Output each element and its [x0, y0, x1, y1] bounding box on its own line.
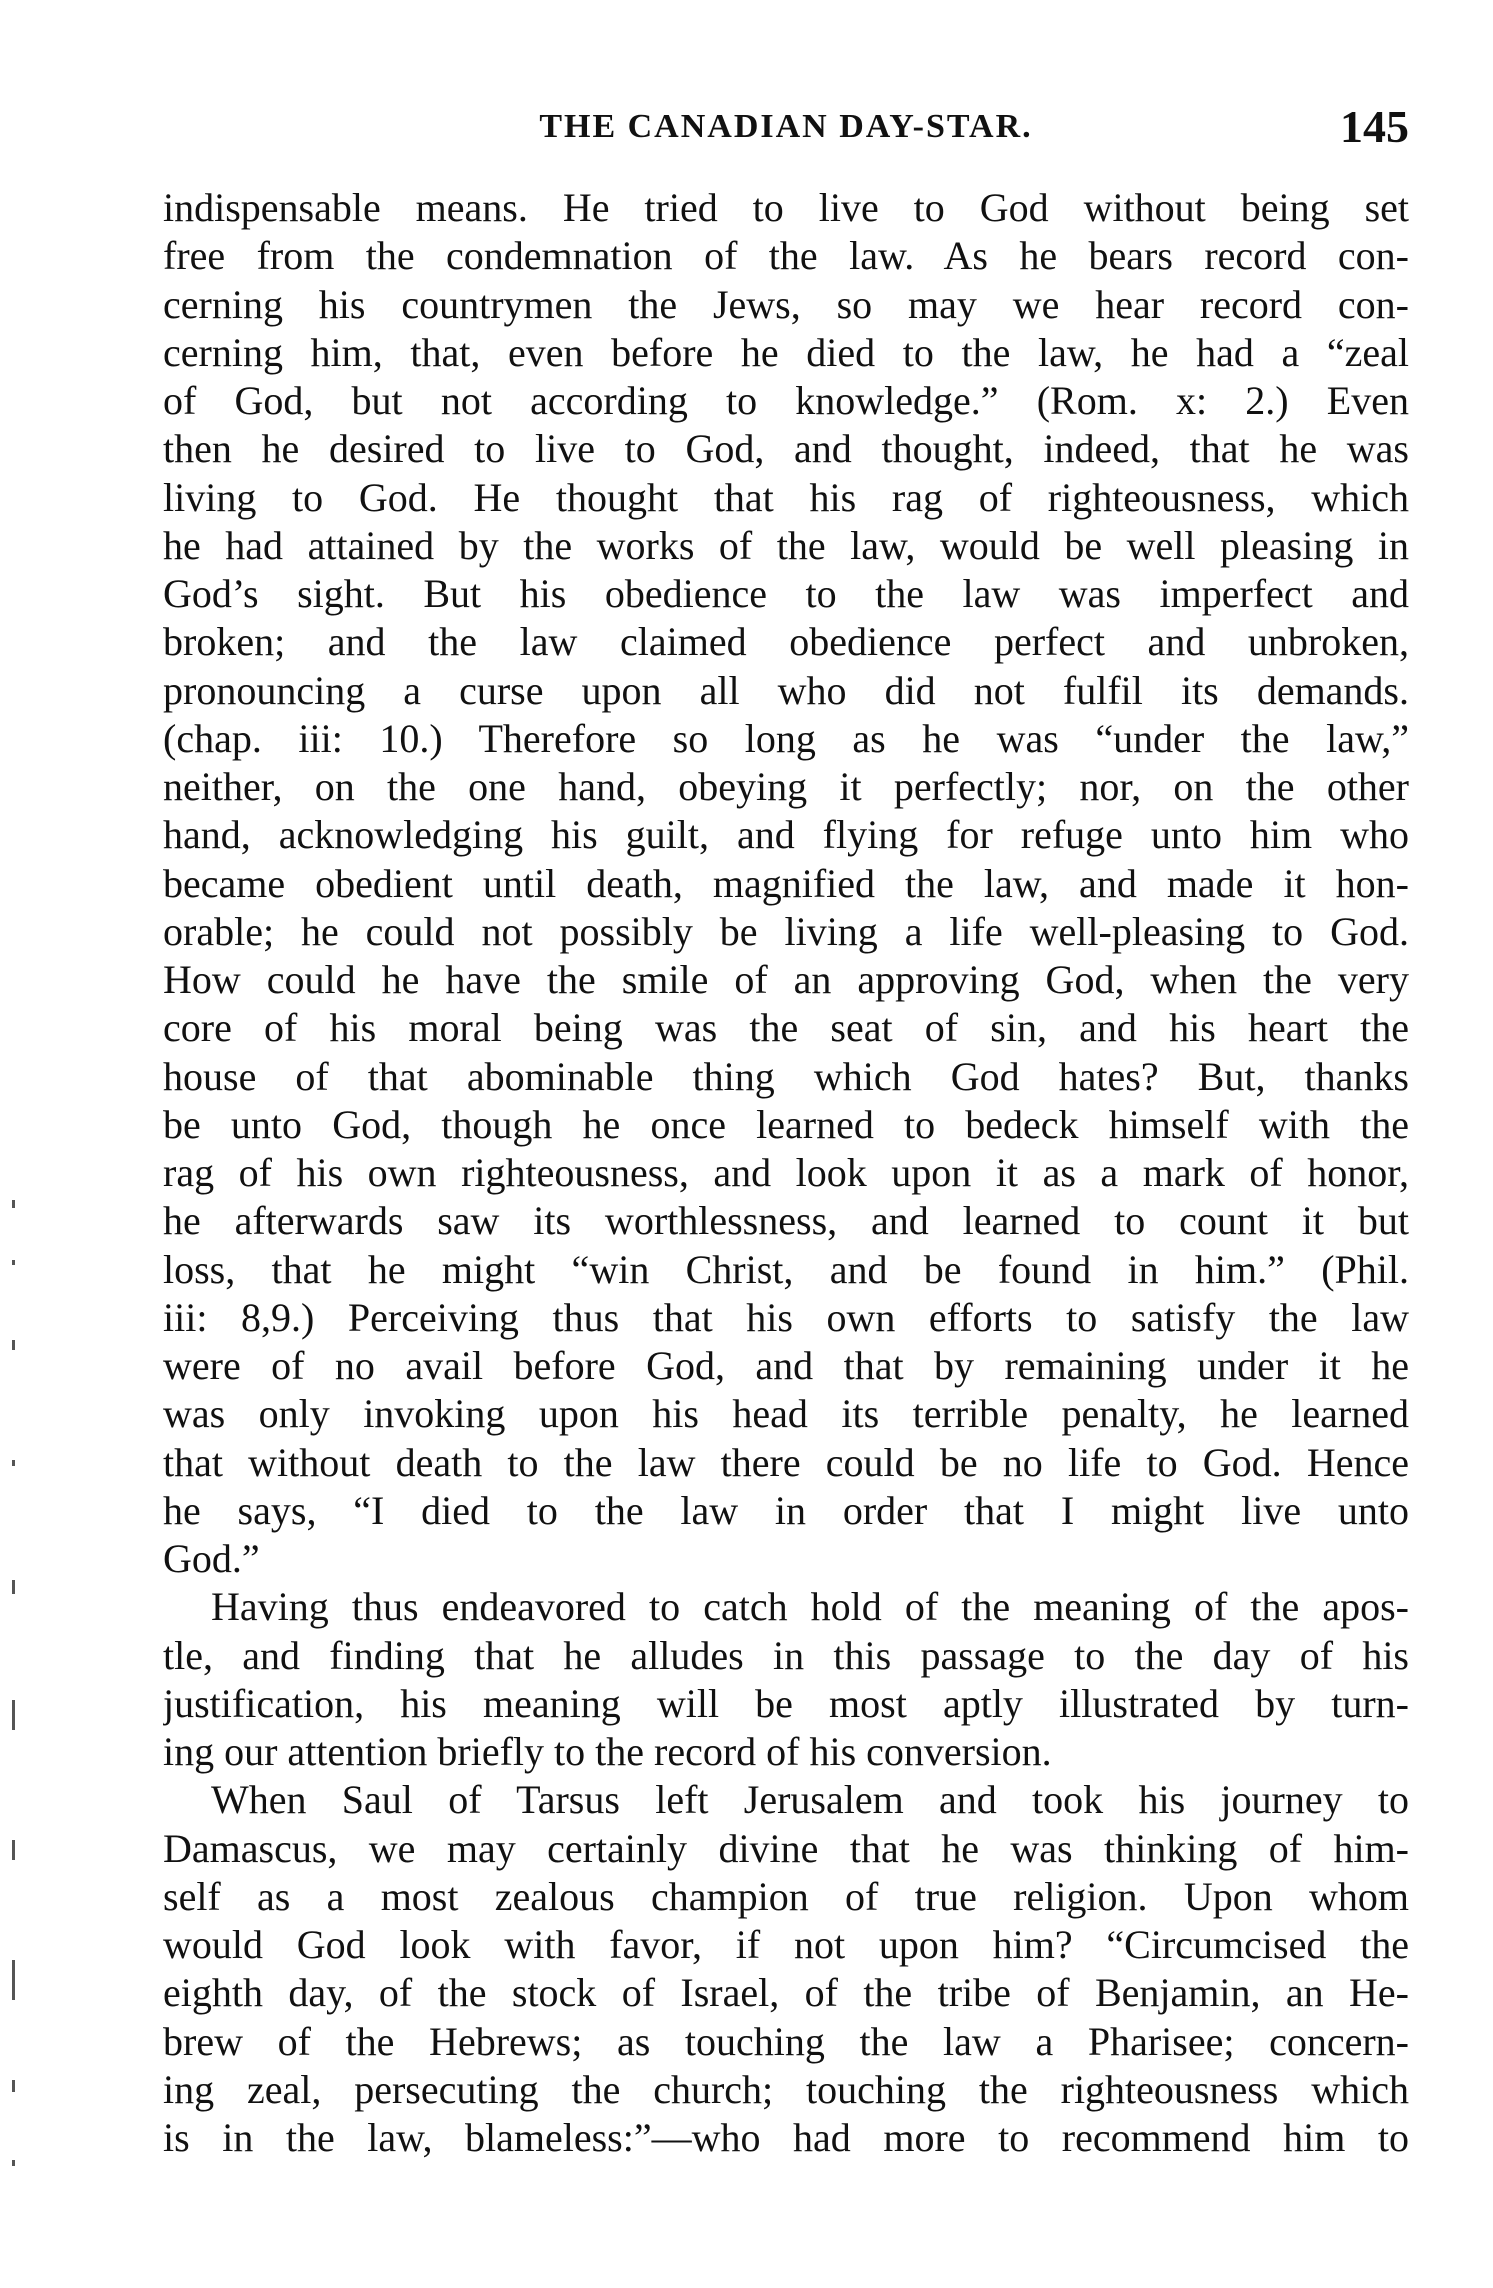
- text-line: was only invoking upon his head its terrible penalty, he learned: [163, 1391, 1409, 1437]
- text-line: cerning his countrymen the Jews, so may we hear record con-: [163, 281, 1409, 327]
- text-line: brew of the Hebrews; as touching the law a Pharisee; concern-: [163, 2018, 1409, 2064]
- text-line: cerning him, that, even before he died to the law, he had a “zeal: [163, 329, 1409, 375]
- scan-speck: [12, 2160, 15, 2166]
- text-line: (chap. iii: 10.) Therefore so long as he was “under the law,”: [163, 715, 1409, 761]
- text-line: he had attained by the works of the law, would be well pleasing in: [163, 522, 1409, 568]
- text-line: is in the law, blameless:”—who had more to recommend him to: [163, 2115, 1409, 2160]
- scan-speck: [12, 1340, 15, 1350]
- running-head: [163, 100, 1409, 160]
- text-line: self as a most zealous champion of true religion. Upon whom: [163, 1873, 1409, 1919]
- text-line: became obedient until death, magnified the law, and made it hon-: [163, 860, 1409, 906]
- text-line: that without death to the law there could be no life to God. Hence: [163, 1439, 1409, 1485]
- text-line: house of that abominable thing which God hates? But, thanks: [163, 1053, 1409, 1099]
- scan-speck: [12, 1960, 15, 2000]
- text-line: were of no avail before God, and that by remaining under it he: [163, 1343, 1409, 1388]
- paragraph-end-line: ing our attention briefly to the record of his conversion.: [163, 1729, 1052, 1774]
- text-line: would God look with favor, if not upon him? “Circumcised the: [163, 1922, 1409, 1967]
- text-line: loss, that he might “win Christ, and be found in him.” (Phil.: [163, 1246, 1409, 1292]
- text-line: God’s sight. But his obedience to the law was imperfect and: [163, 571, 1409, 616]
- scan-speck: [12, 2080, 15, 2092]
- text-line: he afterwards saw its worthlessness, and learned to count it but: [163, 1198, 1409, 1244]
- page-number: 145: [1340, 101, 1409, 152]
- text-line: tle, and finding that he alludes in this passage to the day of his: [163, 1632, 1409, 1678]
- text-line: be unto God, though he once learned to bedeck himself with the: [163, 1101, 1409, 1147]
- body-text: [163, 184, 1409, 2162]
- scan-speck: [12, 1580, 15, 1594]
- scan-speck: [12, 1700, 15, 1730]
- text-line: living to God. He thought that his rag of righteousness, which: [163, 474, 1409, 520]
- scan-speck: [12, 1200, 15, 1208]
- text-line: How could he have the smile of an approving God, when the very: [163, 957, 1409, 1002]
- text-line: Damascus, we may certainly divine that he was thinking of him-: [163, 1825, 1409, 1871]
- text-line: hand, acknowledging his guilt, and flying for refuge unto him who: [163, 812, 1409, 858]
- text-line: indispensable means. He tried to live to God without being set: [163, 185, 1409, 230]
- paragraph-end-line: God.”: [163, 1536, 260, 1581]
- text-line: core of his moral being was the seat of sin, and his heart the: [163, 1005, 1409, 1051]
- scan-gutter-marks: [10, 1200, 20, 2200]
- text-line: then he desired to live to God, and thought, indeed, that he was: [163, 426, 1409, 472]
- text-line: of God, but not according to knowledge.” (Rom. x: 2.) Even: [163, 378, 1409, 423]
- text-line: neither, on the one hand, obeying it perfectly; nor, on the other: [163, 764, 1409, 809]
- text-line: rag of his own righteousness, and look upon it as a mark of honor,: [163, 1150, 1409, 1195]
- scan-speck: [12, 1460, 15, 1466]
- running-title: THE CANADIAN DAY-STAR.: [539, 108, 1033, 145]
- text-line: justification, his meaning will be most aptly illustrated by turn-: [163, 1680, 1409, 1726]
- scan-speck: [12, 1260, 15, 1265]
- text-line: pronouncing a curse upon all who did not fulfil its demands.: [163, 667, 1409, 713]
- text-line: broken; and the law claimed obedience perfect and unbroken,: [163, 619, 1409, 665]
- text-line: he says, “I died to the law in order that I might live unto: [163, 1487, 1409, 1533]
- text-line: ing zeal, persecuting the church; touching the righteousness which: [163, 2066, 1409, 2112]
- text-line: iii: 8,9.) Perceiving thus that his own efforts to satisfy the law: [163, 1294, 1409, 1340]
- text-line: eighth day, of the stock of Israel, of the tribe of Benjamin, an He-: [163, 1970, 1409, 2016]
- paragraph-start-line: Having thus endeavored to catch hold of the meaning of the apos-: [211, 1584, 1409, 1630]
- text-line: orable; he could not possibly be living a life well-pleasing to God.: [163, 908, 1409, 954]
- text-line: free from the condemnation of the law. As he bears record con-: [163, 233, 1409, 279]
- scan-speck: [12, 1840, 15, 1860]
- paragraph-start-line: When Saul of Tarsus left Jerusalem and took his journey to: [211, 1777, 1409, 1823]
